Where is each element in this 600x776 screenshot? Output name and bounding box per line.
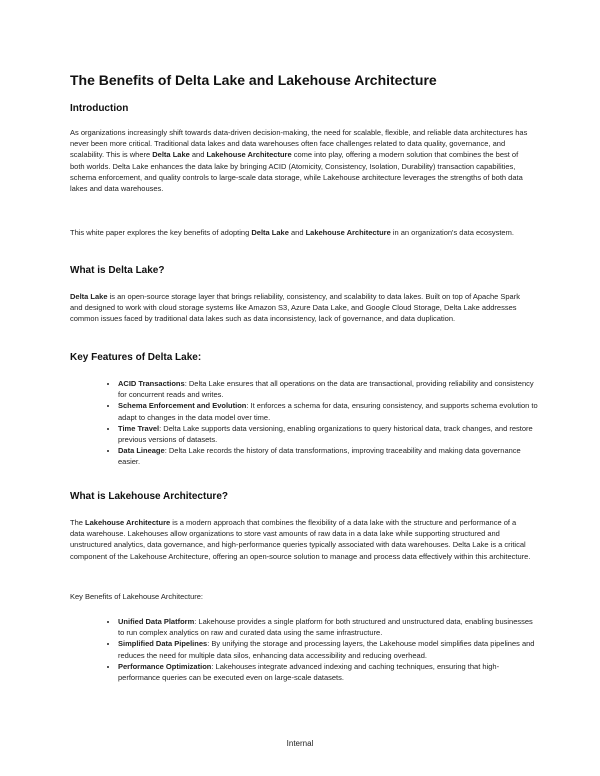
section-heading-delta-lake: What is Delta Lake? [70,265,165,276]
text-run: As organizations increasingly shift towards data-driven decision-making, the need for scalable, flexible, and reliable data architectures has never been more critical. Traditional data lakes and data warehouses often face challenges related to data quality, governance, and scalability. This is where [70,128,528,160]
list-item [118,445,538,467]
text-run: is an open-source storage layer that brings reliability, consistency, and scalability to data lakes. Built on top of Apache Spark and designed to work with cloud storage systems like Amazon S3, Azure Data Lake, and Google Cloud Storage, Delta Lake addresses common issues faced by traditional data lakes such as data inconsistency, lack of governance, and data duplication. [70,292,520,324]
bold-term: Lakehouse Architecture [305,228,391,237]
delta-features-list [104,378,538,468]
list-item [118,378,538,400]
footer-classification-label: Internal [286,739,314,748]
lakehouse-paragraph [70,517,532,562]
list-item [118,661,538,683]
text-run: and [189,150,207,160]
bold-term: Lakehouse Architecture [85,518,171,527]
text-run: : Delta Lake ensures that all operations on the data are transactional, providing reliability and consistency for concurrent reads and writes. [118,379,534,400]
text-run: : By unifying the storage and processing layers, the Lakehouse model simplifies data pipelines and reduces the need for multiple data silos, enhancing data accessibility and reducing overhead. [118,639,535,660]
text-run: : Delta Lake supports data versioning, enabling organizations to query historical data, track changes, and restore previous versions of datasets. [118,423,533,445]
bold-term: ACID Transactions [118,379,185,388]
list-item [118,423,538,445]
text-run: : Lakehouse provides a single platform for both structured and unstructured data, enabling businesses to run complex analytics on raw and curated data using the same infrastructure. [118,617,533,638]
bold-term: Delta Lake [70,292,108,301]
list-item [118,400,538,422]
text-run: in an organization's data ecosystem. [390,228,514,237]
text-run: : Delta Lake records the history of data transformations, improving traceability and making data governance easier. [118,446,521,467]
intro-paragraph-2 [70,227,532,238]
bold-term: Performance Optimization [118,661,212,671]
text-run: The [70,518,86,527]
text-run: : It enforces a schema for data, ensuring consistency, and supports schema evolution to adapt to changes in the data model over time. [118,401,538,422]
list-item [118,638,538,660]
delta-lake-paragraph [70,291,532,325]
document-title: The Benefits of Delta Lake and Lakehouse Architecture [70,72,437,88]
text-run: This white paper explores the key benefits of adopting [70,228,252,237]
lakehouse-benefits-intro: Key Benefits of Lakehouse Architecture: [70,592,203,601]
bold-term: Data Lineage [118,446,165,456]
bold-term: Unified Data Platform [118,617,195,626]
section-heading-introduction: Introduction [70,103,129,114]
list-item [118,616,538,638]
intro-paragraph-1 [70,127,532,194]
bold-term: Simplified Data Pipelines [118,639,208,649]
text-run: is a modern approach that combines the flexibility of a data lake with the structure and performance of a data warehouse. Lakehouses allow organizations to store vast amounts of raw data in a data lake while supporting structured and unstructured analytics, data governance, and high-performance queries typically associated with data warehouses. Delta Lake is a critical component of the Lakehouse Architecture, offering an open-source solution to manage and process data effectively within this architecture. [70,518,531,561]
text-run: and [288,228,306,237]
lakehouse-benefits-list [104,616,538,683]
bold-term: Delta Lake [251,228,289,237]
bold-term: Delta Lake [152,150,190,160]
bold-term: Lakehouse Architecture [206,150,292,160]
bold-term: Schema Enforcement and Evolution [118,401,247,411]
bold-term: Time Travel [118,423,160,433]
text-run: come into play, offering a modern solution that combines the best of both worlds. Delta Lake enhances the data lake by bringing ACID (Atomicity, Consistency, Isolation, Durability) transaction capabilities, schema enforcement, and quality controls to large-scale data storage, while Lakehouse architecture leverages the strengths of both data lakes and data warehouses. [70,150,523,194]
text-run: : Lakehouses integrate advanced indexing and caching techniques, ensuring that high-performance queries can be executed even on large-scale datasets. [118,661,500,683]
section-heading-lakehouse: What is Lakehouse Architecture? [70,491,228,502]
section-heading-key-features: Key Features of Delta Lake: [70,352,202,363]
